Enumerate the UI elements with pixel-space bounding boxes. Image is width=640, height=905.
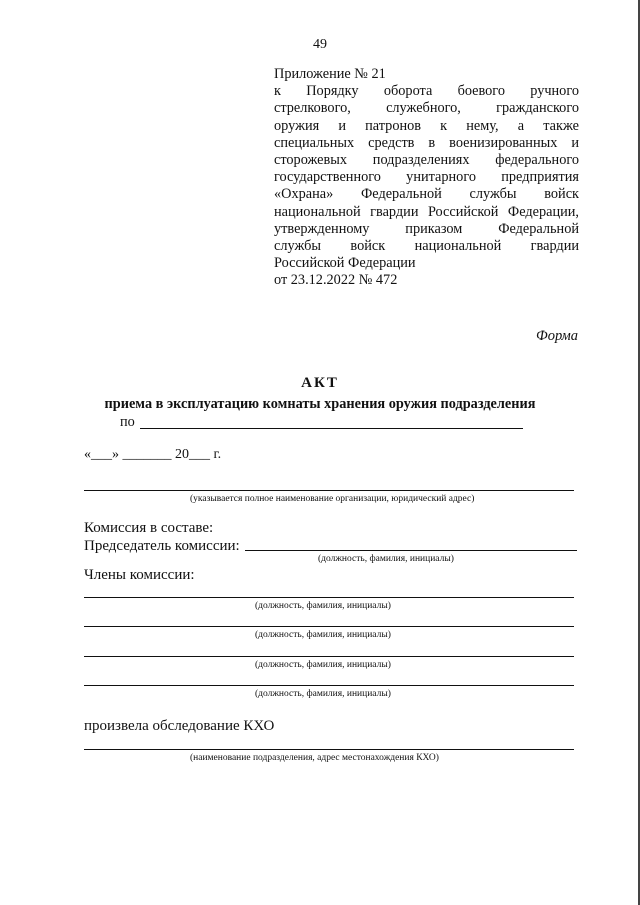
appendix-block	[274, 66, 579, 289]
date-line: «___» _______ 20___ г.	[84, 447, 222, 462]
commission-chairman-label: Председатель комиссии:	[84, 538, 240, 554]
member-fill-line	[84, 685, 574, 686]
member-caption: (должность, фамилия, инициалы)	[255, 630, 391, 640]
form-label: Форма	[536, 328, 578, 344]
member-fill-line	[84, 597, 574, 598]
appendix-line: специальных средств в военизированных и	[274, 134, 579, 151]
act-subtitle: приема в эксплуатацию комнаты хранения оружия подразделения	[104, 396, 536, 412]
member-fill-line	[84, 626, 574, 627]
appendix-line: государственного унитарного предприятия	[274, 169, 579, 186]
appendix-line: от 23.12.2022 № 472	[274, 272, 398, 289]
chairman-caption: (должность, фамилия, инициалы)	[318, 554, 454, 564]
unit-fill-line	[84, 749, 574, 750]
act-po-label: по	[120, 414, 135, 430]
appendix-line: сторожевых подразделениях федерального	[274, 151, 579, 168]
appendix-line: службы войск национальной гвардии	[274, 237, 579, 254]
appendix-line: стрелкового, служебного, гражданского	[274, 100, 579, 117]
appendix-line: утвержденному приказом Федеральной	[274, 220, 579, 237]
org-fill-line	[84, 490, 574, 491]
act-title: АКТ	[301, 375, 339, 391]
appendix-line: «Охрана» Федеральной службы войск	[274, 186, 579, 203]
member-caption: (должность, фамилия, инициалы)	[255, 601, 391, 611]
commission-composition: Комиссия в составе:	[84, 520, 214, 536]
po-fill-line	[140, 428, 523, 429]
appendix-line: к Порядку оборота боевого ручного	[274, 83, 579, 100]
org-caption: (указывается полное наименование организации, юридический адрес)	[190, 494, 475, 504]
chairman-fill-line	[245, 550, 577, 551]
inspection-text: произвела обследование КХО	[84, 718, 275, 734]
appendix-line: Российской Федерации	[274, 255, 416, 272]
page-number: 49	[313, 37, 327, 52]
appendix-line: оружия и патронов к нему, а также	[274, 117, 579, 134]
member-caption: (должность, фамилия, инициалы)	[255, 660, 391, 670]
appendix-line: национальной гвардии Российской Федерации,	[274, 203, 579, 220]
member-caption: (должность, фамилия, инициалы)	[255, 689, 391, 699]
commission-members-label: Члены комиссии:	[84, 567, 195, 583]
unit-caption: (наименование подразделения, адрес местонахождения КХО)	[190, 753, 439, 763]
appendix-line: Приложение № 21	[274, 66, 386, 82]
member-fill-line	[84, 656, 574, 657]
